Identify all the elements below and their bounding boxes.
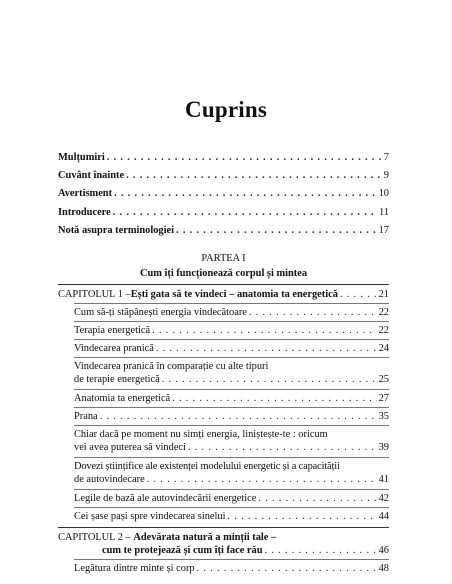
toc-entry-chapter-1[interactable] <box>58 288 389 301</box>
entry-label-line1: Dovezi științifice ale existenței modelului energetic și a capacității <box>74 461 340 472</box>
toc-entry-acknowledgements[interactable] <box>58 151 389 164</box>
toc-subentry[interactable] <box>74 428 389 454</box>
entry-label: Notă asupra terminologiei <box>58 225 175 236</box>
dot-leader <box>172 392 376 405</box>
toc-subentry[interactable] <box>74 410 389 423</box>
entry-label: Cei șase pași spre vindecarea sinelui <box>74 511 226 522</box>
chapter-title: cum te protejează și cum îți face rău <box>102 545 263 556</box>
entry-page: 27 <box>378 393 389 404</box>
divider <box>74 489 389 490</box>
entry-page: 24 <box>378 343 389 354</box>
entry-page: 46 <box>378 545 389 556</box>
toc-subentry[interactable] <box>74 324 389 337</box>
entry-label: Cum să-ți stăpânești energia vindecătoare <box>74 307 247 318</box>
divider <box>74 303 389 304</box>
entry-label: Legătura dintre minte și corp <box>74 563 195 574</box>
entry-label: Vindecarea pranică <box>74 343 154 354</box>
part-heading: PARTEA I <box>201 253 246 264</box>
toc-subentry[interactable] <box>74 392 389 405</box>
divider <box>74 425 389 426</box>
toc-subentry[interactable] <box>74 492 389 505</box>
toc-subentry[interactable] <box>74 342 389 355</box>
dot-leader <box>162 373 377 386</box>
dot-leader <box>188 441 377 454</box>
divider <box>74 321 389 322</box>
toc-entry-chapter-2[interactable] <box>58 531 389 557</box>
dot-leader <box>227 510 376 523</box>
toc-entry-warning[interactable] <box>58 187 389 200</box>
table-of-contents <box>58 151 389 574</box>
entry-page: 17 <box>378 225 389 236</box>
entry-label: Mulțumiri <box>58 152 105 163</box>
divider <box>74 357 389 358</box>
entry-label: de autovindecare <box>74 474 145 485</box>
divider <box>74 389 389 390</box>
entry-page: 10 <box>378 188 389 199</box>
chapter-prefix: CAPITOLUL 2 – <box>58 532 134 543</box>
entry-page: 11 <box>378 207 389 218</box>
entry-page: 39 <box>378 442 389 453</box>
dot-leader <box>126 169 382 182</box>
dot-leader <box>147 473 377 486</box>
dot-leader <box>107 151 382 164</box>
entry-label: Legile de bază ale autovindecării energetice <box>74 493 257 504</box>
divider <box>74 407 389 408</box>
entry-page: 42 <box>378 493 389 504</box>
entry-page: 48 <box>378 563 389 574</box>
entry-label: Prana <box>74 411 98 422</box>
entry-page: 44 <box>378 511 389 522</box>
divider <box>74 507 389 508</box>
divider <box>58 527 389 528</box>
entry-page: 7 <box>383 152 389 163</box>
chapter-prefix: CAPITOLUL 1 – <box>58 289 131 300</box>
entry-page: 25 <box>378 374 389 385</box>
entry-label-line1: Vindecarea pranică în comparație cu alte tipuri <box>74 361 269 372</box>
toc-subentry[interactable] <box>74 306 389 319</box>
dot-leader <box>100 410 377 423</box>
entry-page: 22 <box>378 307 389 318</box>
toc-entry-terminology-note[interactable] <box>58 224 389 237</box>
entry-label: Avertisment <box>58 188 113 199</box>
entry-label: Introducere <box>58 207 111 218</box>
entry-label: Anatomia ta energetică <box>74 393 171 404</box>
entry-page: 21 <box>378 289 389 300</box>
entry-page: 41 <box>378 474 389 485</box>
dot-leader <box>197 562 377 575</box>
dot-leader <box>114 187 377 200</box>
toc-subentry[interactable] <box>74 510 389 523</box>
dot-leader <box>156 342 377 355</box>
chapter-title: Ești gata să te vindeci – anatomia ta energetică <box>130 289 338 300</box>
entry-page: 9 <box>383 170 389 181</box>
dot-leader <box>152 324 377 337</box>
dot-leader <box>249 306 377 319</box>
page-title: Cuprins <box>185 97 267 122</box>
dot-leader <box>113 206 377 219</box>
entry-page: 35 <box>378 411 389 422</box>
chapter-title-line1: Adevărata natură a minții tale – <box>133 532 277 543</box>
entry-label: Terapia energetică <box>74 325 151 336</box>
toc-entry-introduction[interactable] <box>58 206 389 219</box>
dot-leader <box>176 224 377 237</box>
divider <box>74 559 389 560</box>
dot-leader <box>265 544 377 557</box>
dot-leader <box>340 288 377 301</box>
toc-entry-foreword[interactable] <box>58 169 389 182</box>
divider <box>74 457 389 458</box>
entry-label: vei avea puterea să vindeci <box>74 442 186 453</box>
entry-label: de terapie energetică <box>74 374 160 385</box>
entry-page: 22 <box>378 325 389 336</box>
divider <box>58 284 389 285</box>
part-subtitle: Cum îți funcționează corpul și mintea <box>139 268 308 279</box>
toc-subentry[interactable] <box>74 562 389 575</box>
toc-subentry[interactable] <box>74 360 389 386</box>
toc-subentry[interactable] <box>74 460 389 486</box>
divider <box>74 339 389 340</box>
dot-leader <box>258 492 376 505</box>
entry-label-line1: Chiar dacă pe moment nu simți energia, liniștește-te : oricum <box>74 429 328 440</box>
entry-label: Cuvânt înainte <box>58 170 125 181</box>
